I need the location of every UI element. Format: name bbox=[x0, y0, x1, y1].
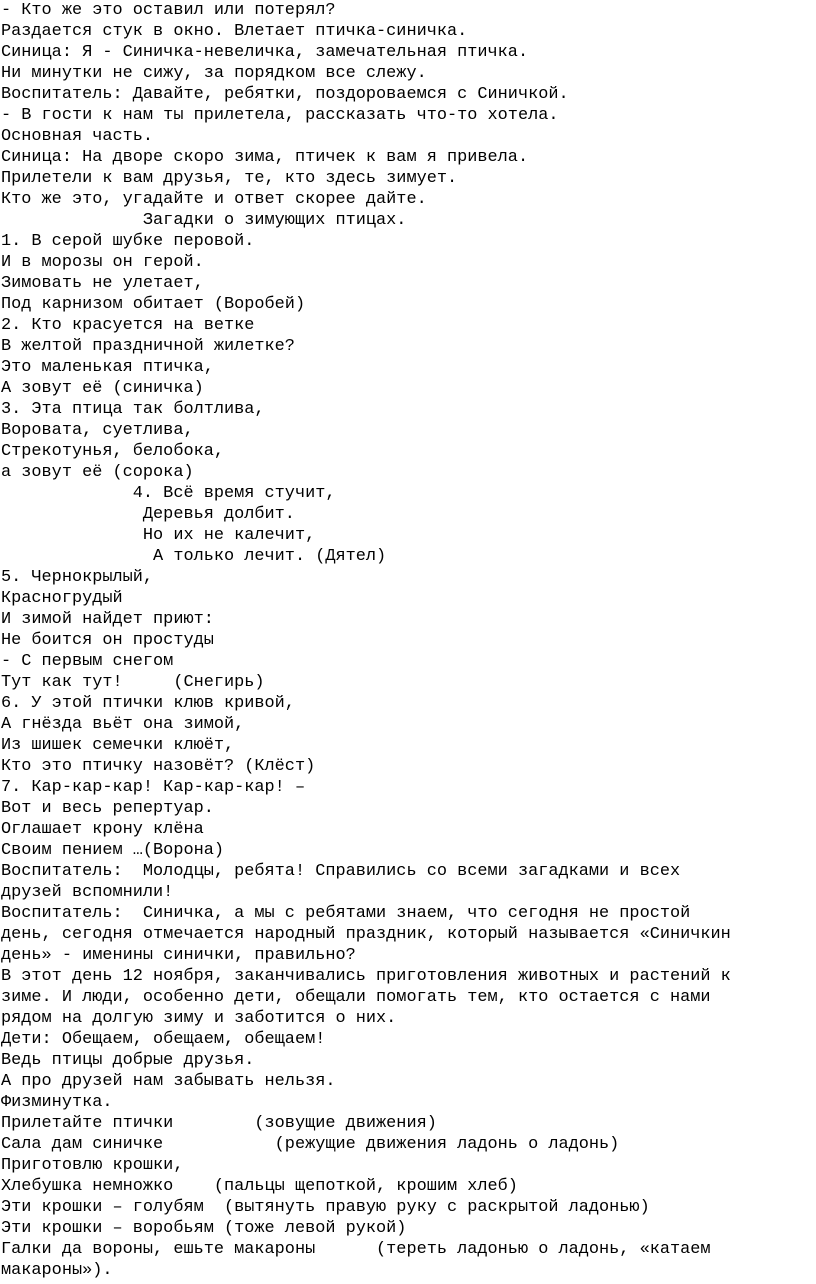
text-line: Синица: На дворе скоро зима, птичек к вам я привела. bbox=[1, 148, 529, 167]
riddle-line: И зимой найдет приют: bbox=[1, 610, 214, 629]
text-line: Ни минутки не сижу, за порядком все слежу. bbox=[1, 64, 427, 83]
text-line: день» - именины синички, правильно? bbox=[1, 946, 356, 965]
text-line: рядом на долгую зиму и заботится о них. bbox=[1, 1009, 397, 1028]
riddle-line: Но их не калечит, bbox=[1, 526, 316, 545]
exercise-line: Хлебушка немножко (пальцы щепоткой, крошим хлеб) bbox=[1, 1177, 518, 1196]
riddle-line: 6. У этой птички клюв кривой, bbox=[1, 694, 295, 713]
text-line: В этот день 12 ноября, заканчивались приготовления животных и растений к bbox=[1, 967, 731, 986]
section-heading: Физминутка. bbox=[1, 1093, 113, 1112]
text-line: Воспитатель: Давайте, ребятки, поздороваемся с Синичкой. bbox=[1, 85, 569, 104]
riddle-line: 4. Всё время стучит, bbox=[1, 484, 336, 503]
riddle-line: Деревья долбит. bbox=[1, 505, 295, 524]
text-line: Прилетели к вам друзья, те, кто здесь зимует. bbox=[1, 169, 458, 188]
riddle-line: Под карнизом обитает (Воробей) bbox=[1, 295, 306, 314]
text-line: Дети: Обещаем, обещаем, обещаем! bbox=[1, 1030, 326, 1049]
riddle-line: Из шишек семечки клюёт, bbox=[1, 736, 235, 755]
text-line: Синица: Я - Синичка-невеличка, замечательная птичка. bbox=[1, 43, 529, 62]
riddle-line: 1. В серой шубке перовой. bbox=[1, 232, 255, 251]
text-line: - В гости к нам ты прилетела, рассказать что-то хотела. bbox=[1, 106, 559, 125]
riddle-line: а зовут её (сорока) bbox=[1, 463, 194, 482]
riddle-line: Вот и весь репертуар. bbox=[1, 799, 214, 818]
riddle-line: А только лечит. (Дятел) bbox=[1, 547, 387, 566]
riddle-line: Красногрудый bbox=[1, 589, 123, 608]
riddle-line: Стрекотунья, белобока, bbox=[1, 442, 224, 461]
riddle-line: 2. Кто красуется на ветке bbox=[1, 316, 255, 335]
text-line: зиме. И люди, особенно дети, обещали помогать тем, кто остается с нами bbox=[1, 988, 711, 1007]
text-line: - Кто же это оставил или потерял? bbox=[1, 1, 336, 20]
riddle-line: Зимовать не улетает, bbox=[1, 274, 204, 293]
riddle-line: И в морозы он герой. bbox=[1, 253, 204, 272]
riddle-line: 7. Кар-кар-кар! Кар-кар-кар! – bbox=[1, 778, 306, 797]
riddles-heading: Загадки о зимующих птицах. bbox=[1, 211, 407, 230]
riddle-line: Своим пением …(Ворона) bbox=[1, 841, 224, 860]
riddle-line: А гнёзда вьёт она зимой, bbox=[1, 715, 245, 734]
riddle-line: Оглашает крону клёна bbox=[1, 820, 204, 839]
exercise-line: Приготовлю крошки, bbox=[1, 1156, 184, 1175]
riddle-line: Это маленькая птичка, bbox=[1, 358, 214, 377]
riddle-line: В желтой праздничной жилетке? bbox=[1, 337, 295, 356]
riddle-line: 3. Эта птица так болтлива, bbox=[1, 400, 265, 419]
text-line: Кто же это, угадайте и ответ скорее дайте. bbox=[1, 190, 427, 209]
exercise-line: Прилетайте птички (зовущие движения) bbox=[1, 1114, 437, 1133]
text-line: А про друзей нам забывать нельзя. bbox=[1, 1072, 336, 1091]
riddle-line: - С первым снегом bbox=[1, 652, 174, 671]
exercise-line: Галки да вороны, ешьте макароны (тереть ладонью о ладонь, «катаем bbox=[1, 1240, 711, 1259]
exercise-line: макароны»). bbox=[1, 1261, 113, 1280]
riddle-line: Тут как тут! (Снегирь) bbox=[1, 673, 265, 692]
exercise-line: Эти крошки – воробьям (тоже левой рукой) bbox=[1, 1219, 407, 1238]
section-heading: Основная часть. bbox=[1, 127, 154, 146]
riddle-line: Воровата, суетлива, bbox=[1, 421, 194, 440]
text-line: Раздается стук в окно. Влетает птичка-синичка. bbox=[1, 22, 468, 41]
riddle-line: 5. Чернокрылый, bbox=[1, 568, 154, 587]
riddle-line: А зовут её (синичка) bbox=[1, 379, 204, 398]
document-body bbox=[1, 0, 816, 1281]
riddle-line: Не боится он простуды bbox=[1, 631, 214, 650]
text-line: Воспитатель: Синичка, а мы с ребятами знаем, что сегодня не простой bbox=[1, 904, 691, 923]
riddle-line: Кто это птичку назовёт? (Клёст) bbox=[1, 757, 316, 776]
text-line: день, сегодня отмечается народный праздник, который называется «Синичкин bbox=[1, 925, 731, 944]
text-line: Воспитатель: Молодцы, ребята! Справились со всеми загадками и всех bbox=[1, 862, 681, 881]
exercise-line: Сала дам синичке (режущие движения ладонь о ладонь) bbox=[1, 1135, 620, 1154]
exercise-line: Эти крошки – голубям (вытянуть правую руку с раскрытой ладонью) bbox=[1, 1198, 650, 1217]
text-line: друзей вспомнили! bbox=[1, 883, 174, 902]
text-line: Ведь птицы добрые друзья. bbox=[1, 1051, 255, 1070]
